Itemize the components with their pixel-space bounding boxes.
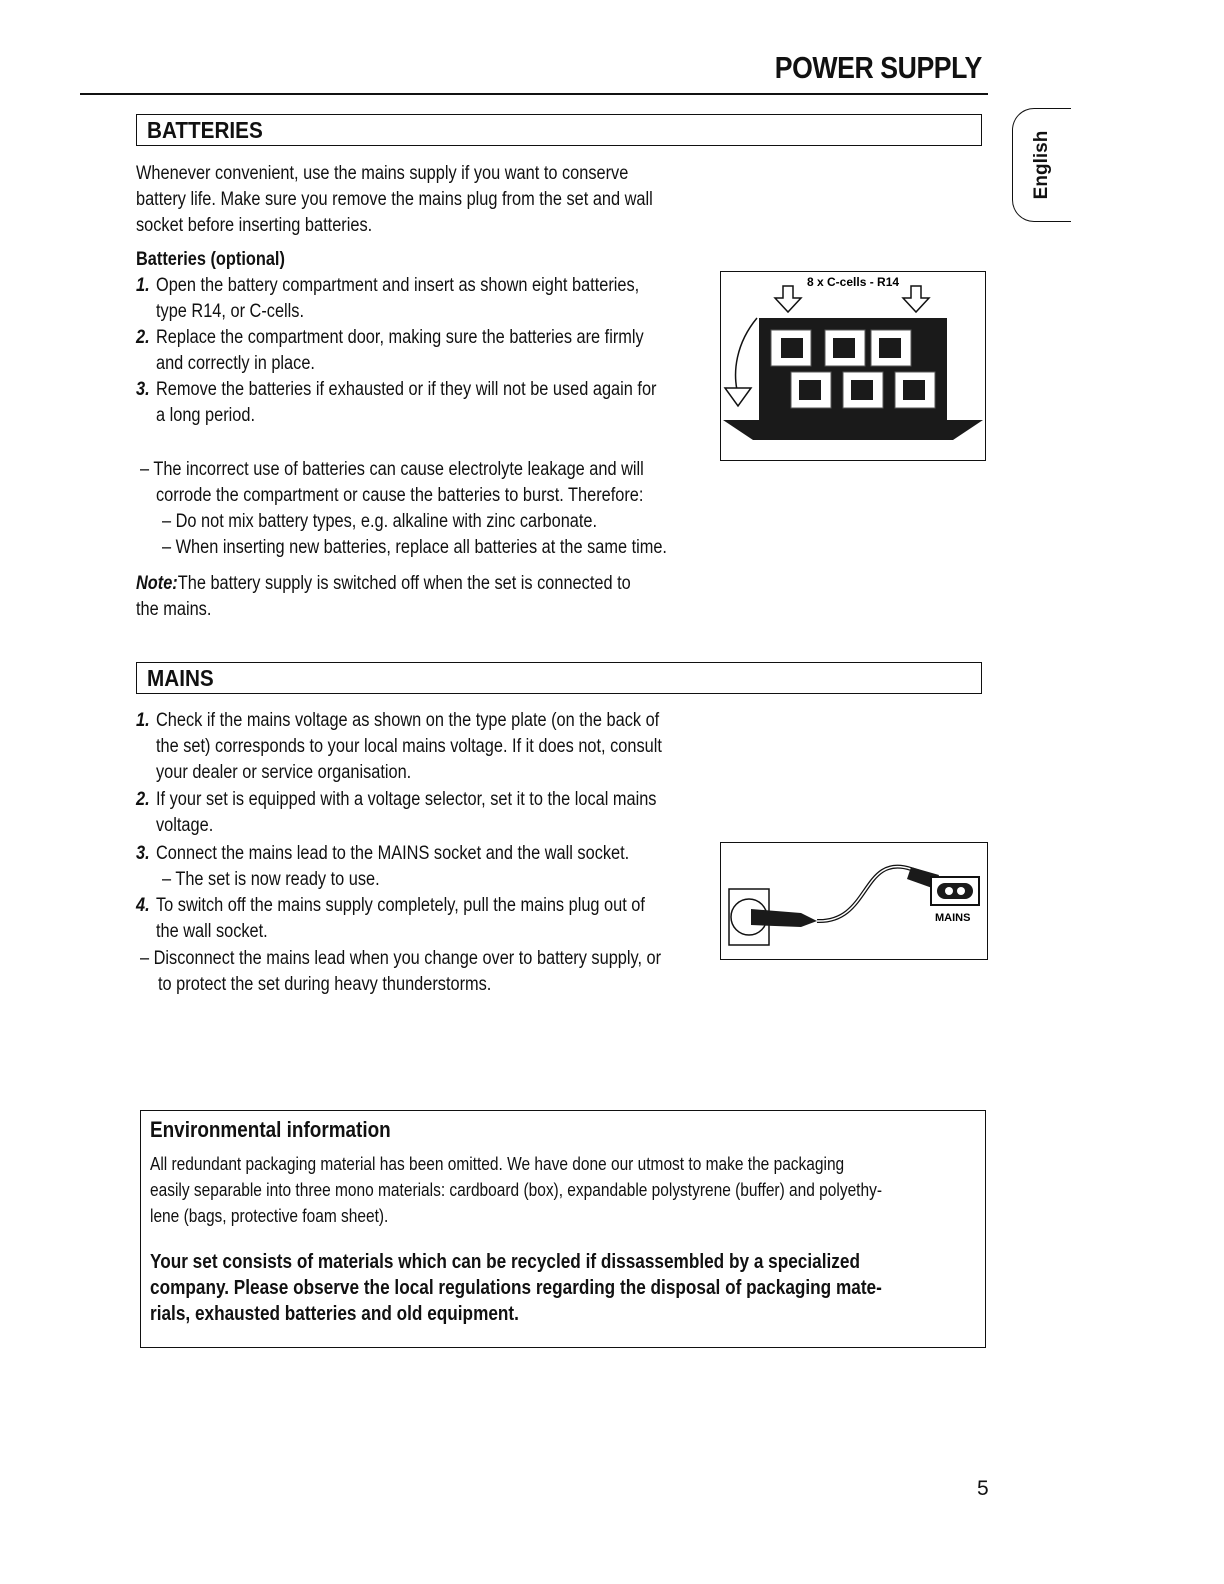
battery-step-3-line-2: a long period.	[156, 405, 256, 426]
battery-step-2-line-1: Replace the compartment door, making sure the batteries are firmly	[156, 327, 644, 348]
mains-connection-figure	[720, 842, 988, 960]
mains-step-4-line-2: the wall socket.	[156, 921, 268, 942]
language-tab-label: English	[1031, 130, 1052, 200]
mains-disconnect-line-2: to protect the set during heavy thunderstorms.	[158, 974, 492, 995]
mains-plug-illustration	[721, 843, 987, 959]
environment-body-line-2: easily separable into three mono materials: cardboard (box), expandable polystyrene (buffer) and polyethy-	[150, 1180, 882, 1200]
battery-compartment-illustration	[721, 272, 985, 460]
batteries-heading-box	[136, 114, 982, 146]
mains-step-1-line-2: the set) corresponds to your local mains voltage. If it does not, consult	[156, 736, 662, 757]
batteries-intro-line-1: Whenever convenient, use the mains supply if you want to conserve	[136, 163, 629, 184]
battery-step-3-line-1: Remove the batteries if exhausted or if they will not be used again for	[156, 379, 657, 400]
environment-heading: Environmental information	[150, 1117, 391, 1142]
mains-heading-box	[136, 662, 982, 694]
header-rule	[80, 93, 988, 95]
mains-step-3-number: 3.	[136, 843, 150, 864]
batteries-warning-item-1: – Do not mix battery types, e.g. alkaline with zinc carbonate.	[162, 511, 598, 532]
batteries-note-label: Note:	[136, 573, 178, 594]
mains-step-3-line-1: Connect the mains lead to the MAINS socket and the wall socket.	[156, 843, 630, 864]
batteries-intro-line-2: battery life. Make sure you remove the mains plug from the set and wall	[136, 189, 653, 210]
page-number: 5	[977, 1477, 989, 1500]
mains-step-3-line-2: – The set is now ready to use.	[162, 869, 380, 890]
battery-step-2-number: 2.	[136, 327, 150, 348]
batteries-heading: BATTERIES	[147, 117, 263, 143]
environment-body-line-3: lene (bags, protective foam sheet).	[150, 1206, 389, 1226]
environment-bold-line-1: Your set consists of materials which can be recycled if dissassembled by a specialized	[150, 1251, 860, 1273]
batteries-intro-line-3: socket before inserting batteries.	[136, 215, 373, 236]
environment-bold-line-2: company. Please observe the local regulations regarding the disposal of packaging mate-	[150, 1277, 882, 1299]
battery-compartment-figure	[720, 271, 986, 461]
mains-heading: MAINS	[147, 665, 214, 691]
mains-step-4-line-1: To switch off the mains supply completely, pull the mains plug out of	[156, 895, 645, 916]
batteries-note-line-1	[136, 571, 631, 597]
batteries-subheading: Batteries (optional)	[136, 249, 285, 270]
mains-step-2-line-1: If your set is equipped with a voltage selector, set it to the local mains	[156, 789, 657, 810]
batteries-note-line-2: the mains.	[136, 599, 212, 620]
batteries-warning-item-2: – When inserting new batteries, replace all batteries at the same time.	[162, 537, 667, 558]
mains-step-2-line-2: voltage.	[156, 815, 214, 836]
battery-step-3-number: 3.	[136, 379, 150, 400]
battery-figure-label: 8 x C-cells - R14	[807, 275, 900, 289]
mains-disconnect-line-1: – Disconnect the mains lead when you change over to battery supply, or	[140, 948, 662, 969]
battery-step-2-line-2: and correctly in place.	[156, 353, 315, 374]
page-title: POWER SUPPLY	[774, 50, 982, 85]
battery-step-1-line-1: Open the battery compartment and insert as shown eight batteries,	[156, 275, 640, 296]
mains-step-1-line-3: your dealer or service organisation.	[156, 762, 412, 783]
battery-step-1-number: 1.	[136, 275, 150, 296]
mains-step-1-number: 1.	[136, 710, 150, 731]
language-tab	[1012, 108, 1071, 222]
mains-figure-label: MAINS	[935, 912, 971, 924]
environment-body-line-1: All redundant packaging material has been omitted. We have done our utmost to make the packaging	[150, 1154, 845, 1174]
batteries-warning-line-1: – The incorrect use of batteries can cause electrolyte leakage and will	[140, 459, 644, 480]
batteries-warning-line-2: corrode the compartment or cause the batteries to burst. Therefore:	[156, 485, 644, 506]
batteries-note-text: The battery supply is switched off when the set is connected to	[177, 573, 631, 594]
mains-step-2-number: 2.	[136, 789, 150, 810]
mains-step-4-number: 4.	[136, 895, 150, 916]
environment-bold-line-3: rials, exhausted batteries and old equipment.	[150, 1303, 519, 1325]
battery-step-1-line-2: type R14, or C-cells.	[156, 301, 305, 322]
mains-step-1-line-1: Check if the mains voltage as shown on the type plate (on the back of	[156, 710, 660, 731]
